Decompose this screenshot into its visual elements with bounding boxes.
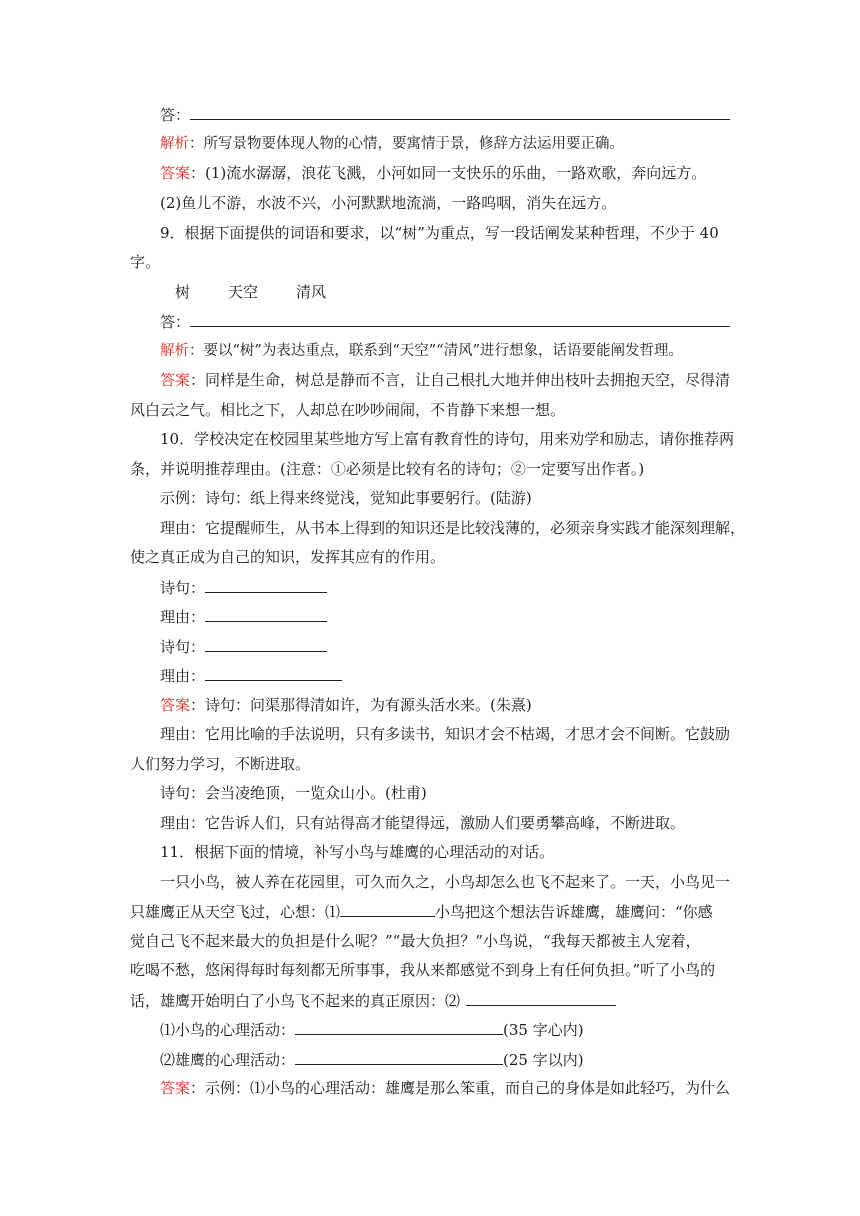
reason-label: 理由： [160, 608, 206, 626]
reason-label: 理由： [160, 667, 206, 685]
eagle-label: ⑵雄鹰的心理活动： [160, 1051, 296, 1069]
story-text: 小鸟把这个想法告诉雄鹰，雄鹰问：“你感 [435, 903, 713, 921]
question-11: 11．根据下面的情境，补写小鸟与雄鹰的心理活动的对话。 [160, 843, 555, 861]
bird-blank[interactable] [295, 1019, 503, 1035]
word-tree: 树 [175, 283, 191, 301]
analysis-text: ：要以“树”为表达重点，联系到“天空”“清风”进行想象，话语要能阐发哲理。 [189, 343, 683, 359]
answer-line [160, 311, 730, 332]
bird-thought-field [160, 1019, 730, 1040]
answer-10-reason-1-cont: 人们努力学习，不断进取。 [130, 755, 311, 773]
question-10: 10．学校决定在校园里某些地方写上富有教育性的诗句，用来劝学和励志，请你推荐两 [160, 430, 735, 448]
answer-text: ：同样是生命，树总是静而不言，让自己根扎大地并伸出枝叶去拥抱天空，尽得清 [190, 371, 731, 389]
answer-10-reason-2: 理由：它告诉人们，只有站得高才能望得远，激励人们要勇攀高峰，不断进取。 [160, 814, 686, 832]
answer-text: ：示例：⑴小鸟的心理活动：雄鹰是那么笨重，而自己的身体是如此轻巧，为什么 [190, 1079, 731, 1097]
answer-11 [160, 1078, 730, 1098]
eagle-limit: (25 字以内) [503, 1051, 584, 1069]
poem-label: 诗句： [160, 579, 206, 597]
answer-label: 答： [160, 106, 191, 124]
answer-8-2: (2)鱼儿不游，水波不兴，小河默默地流淌，一路呜咽，消失在远方。 [160, 194, 617, 212]
reason-blank[interactable] [205, 665, 342, 681]
blank-1[interactable] [340, 901, 435, 917]
story-line-3: 觉自己飞不起来最大的负担是什么呢？”“最大负担？”小鸟说，“我每天都被主人宠着， [130, 932, 701, 950]
word-breeze: 清风 [296, 283, 327, 301]
poem-field-2 [160, 636, 730, 657]
example-reason: 理由：它提醒师生，从书本上得到的知识还是比较浅薄的，必须亲身实践才能深刻理解， [160, 519, 746, 537]
answer-tag: 答案 [160, 164, 191, 182]
analysis-8 [160, 134, 730, 154]
answer-text: ：诗句：问渠那得清如许，为有源头活水来。(朱熹) [190, 696, 532, 714]
answer-blank[interactable] [190, 104, 730, 120]
word-list [175, 282, 745, 302]
analysis-tag: 解析 [160, 343, 189, 359]
answer-10-reason-1: 理由：它用比喻的手法说明，只有多读书，知识才会不枯竭，才思才会不间断。它鼓励 [160, 725, 731, 743]
answer-line [160, 104, 730, 125]
poem-label: 诗句： [160, 638, 206, 656]
answer-10-poem-2: 诗句：会当凌绝顶，一览众山小。(杜甫) [160, 784, 427, 802]
answer-label: 答： [160, 313, 191, 331]
example-poem: 示例：诗句：纸上得来终觉浅，觉知此事要躬行。(陆游) [160, 489, 532, 507]
answer-tag: 答案 [160, 696, 191, 714]
answer-tag: 答案 [160, 371, 191, 389]
answer-tag: 答案 [160, 1079, 191, 1097]
story-line-1: 一只小鸟，被人养在花园里，可久而久之，小鸟却怎么也飞不起来了。一天，小鸟见一 [160, 873, 731, 891]
story-text: 只雄鹰正从天空飞过，心想：⑴ [130, 903, 341, 921]
poem-field-1 [160, 577, 730, 598]
eagle-blank[interactable] [295, 1049, 503, 1065]
analysis-9 [160, 341, 730, 361]
question-9: 9．根据下面提供的词语和要求，以“树”为重点，写一段话阐发某种哲理，不少于 40 [160, 224, 719, 242]
analysis-text: ：所写景物要体现人物的心情，要寓情于景，修辞方法运用要正确。 [189, 136, 624, 152]
poem-blank[interactable] [205, 636, 327, 652]
question-10-cont: 条，并说明推荐理由。(注意：①必须是比较有名的诗句；②一定要写出作者。) [130, 460, 645, 478]
reason-field-1 [160, 606, 730, 627]
answer-blank[interactable] [190, 311, 730, 327]
answer-9-cont: 风白云之气。相比之下，人却总在吵吵闹闹，不肯静下来想一想。 [130, 401, 566, 419]
bird-label: ⑴小鸟的心理活动： [160, 1021, 296, 1039]
answer-8-1 [160, 163, 730, 183]
reason-field-2 [160, 665, 730, 686]
question-9-cont: 字。 [130, 253, 161, 271]
answer-10-poem-1 [160, 695, 730, 715]
poem-blank[interactable] [205, 577, 327, 593]
example-reason-cont: 使之真正成为自己的知识，发挥其应有的作用。 [130, 548, 446, 566]
analysis-tag: 解析 [160, 136, 189, 152]
reason-blank[interactable] [205, 606, 327, 622]
blank-2[interactable] [466, 990, 616, 1006]
answer-text: ：(1)流水潺潺，浪花飞溅，小河如同一支快乐的乐曲，一路欢歌，奔向远方。 [190, 164, 707, 182]
story-line-5 [130, 990, 700, 1011]
story-line-4: 吃喝不愁，悠闲得每时每刻都无所事事，我从来都感觉不到身上有任何负担。”听了小鸟的 [130, 961, 716, 979]
word-sky: 天空 [228, 283, 259, 301]
eagle-thought-field [160, 1049, 730, 1070]
story-text: 话，雄鹰开始明白了小鸟飞不起来的真正原因：⑵ [130, 992, 461, 1010]
answer-9 [160, 370, 730, 390]
story-line-2 [130, 901, 713, 922]
bird-limit: (35 字心内) [503, 1021, 584, 1039]
